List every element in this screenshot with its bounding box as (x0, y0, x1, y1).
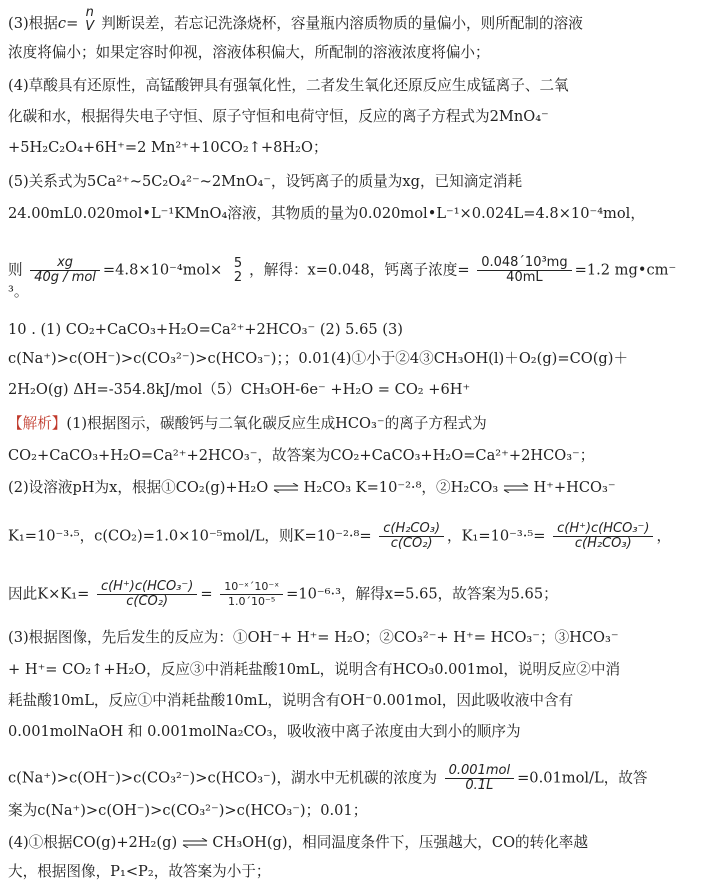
fraction-five-two (230, 257, 246, 285)
line-9: ³。 (8, 283, 29, 300)
fraction-mol (445, 764, 514, 793)
fraction-numerator: c(H⁺)c(HCO₃⁻) (557, 521, 650, 536)
line-20: 耗盐酸10mL，反应①中消耗盐酸10mL，说明含有OH⁻0.001mol，因此吸收液中含有 (8, 692, 574, 709)
fraction-mg (477, 256, 571, 285)
line-25: 大，根据图像，P₁<P₂，故答案为小于； (8, 863, 271, 880)
line-11: c(Na⁺)>c(OH⁻)>c(CO₃²⁻)>c(HCO₃⁻)；；0.01(4)①小于②4③CH₃OH(l)＋O₂(g)=CO(g)＋ (8, 350, 629, 367)
fraction-denominator: 2 (233, 269, 243, 285)
text: ，解得：x=0.048，钙离子浓度= (249, 261, 470, 279)
line-2: 浓度将偏小；如果定容时仰视，溶液体积偏大，所配制的溶液浓度将偏小； (8, 44, 490, 61)
fraction-denominator: 1.0´10⁻⁵ (220, 594, 283, 609)
line-15 (8, 478, 691, 498)
text: 因此K×K₁= (8, 585, 90, 603)
text: ，K₁=10⁻³·⁵= (447, 527, 546, 545)
line-13 (8, 414, 691, 434)
fraction-numerator: 0.048´10³mg (481, 255, 568, 270)
text: =10⁻⁶·³，解得x=5.65，故答案为5.65； (286, 585, 558, 603)
fraction-denominator: 40mL (477, 270, 571, 285)
text: =4.8×10⁻⁴mol× (102, 261, 223, 279)
fraction-numerator: c(H⁺)c(HCO₃⁻) (100, 579, 194, 594)
fraction-denominator: c(CO₂) (97, 594, 197, 609)
text: 判断误差，若忘记洗涤烧杯，容量瓶内溶质物质的量偏小，则所配制的溶液 (101, 15, 583, 32)
line-5: +5H₂C₂O₄+6H⁺=2 Mn²⁺+10CO₂↑+8H₂O； (8, 139, 328, 156)
line-22 (8, 764, 691, 793)
fraction-k (379, 522, 444, 551)
fraction-pow (220, 580, 283, 609)
text: CH₃OH(g)，相同温度条件下，压强越大，CO的转化率越 (212, 834, 588, 851)
fraction-denominator: c(H₂CO₃) (553, 536, 653, 551)
line-4: 化碳和水，根据得失电子守恒、原子守恒和电荷守恒，反应的离子方程式为2MnO₄⁻ (8, 108, 549, 125)
line-8 (8, 256, 691, 285)
text: (4)①根据CO(g)+2H₂(g) (8, 834, 178, 851)
text: = (200, 585, 213, 603)
line-14: CO₂+CaCO₃+H₂O=Ca²⁺+2HCO₃⁻，故答案为CO₂+CaCO₃+H₂O=Ca²⁺+2HCO₃⁻； (8, 447, 595, 464)
equilibrium-arrow-icon (182, 838, 208, 848)
analysis-label: 【解析】 (8, 415, 67, 432)
line-7: 24.00mL0.020mol•L⁻¹KMnO₄溶液，其物质的量为0.020mol•L⁻¹×0.024L=4.8×10⁻⁴mol， (8, 205, 645, 222)
text: (1)根据图示，碳酸钙与二氧化碳反应生成HCO₃⁻的离子方程式为 (66, 415, 487, 432)
text: =1.2 mg•cm⁻ (574, 261, 677, 279)
text: K₁=10⁻³·⁵，c(CO₂)=1.0×10⁻⁵mol/L，则K=10⁻²·⁸= (8, 527, 372, 545)
fraction-denominator: 0.1L (445, 778, 514, 793)
fraction-denominator: V (85, 19, 95, 34)
text: c(Na⁺)>c(OH⁻)>c(CO₃²⁻)>c(HCO₃⁻)，湖水中无机碳的浓度为 (8, 769, 437, 787)
line-23: 案为c(Na⁺)>c(OH⁻)>c(CO₃²⁻)>c(HCO₃⁻)；0.01； (8, 802, 368, 819)
line-1 (8, 5, 691, 38)
equilibrium-arrow-icon (503, 483, 529, 493)
line-24 (8, 833, 691, 853)
line-6: (5)关系式为5Ca²⁺~5C₂O₄²⁻~2MnO₄⁻，设钙离子的质量为xg，已知滴定消耗 (8, 173, 523, 190)
line-16 (8, 522, 691, 551)
fraction-numerator: 10⁻ˣ´10⁻ˣ (224, 580, 280, 593)
line-18: (3)根据图像，先后发生的反应为：①OH⁻+ H⁺= H₂O；②CO₃²⁻+ H⁺= HCO₃⁻；③HCO₃⁻ (8, 629, 619, 646)
line-17 (8, 580, 691, 609)
fraction-numerator: 0.001mol (448, 763, 511, 778)
text: =0.01mol/L，故答 (517, 769, 648, 787)
text: H⁺+HCO₃⁻ (533, 479, 616, 496)
fraction-numerator: 5 (233, 255, 243, 271)
line-12: 2H₂O(g) ΔH=-354.8kJ/mol（5）CH₃OH-6e⁻ +H₂O = CO₂ +6H⁺ (8, 381, 471, 398)
fraction-n-over-v (81, 6, 98, 34)
equilibrium-arrow-icon (273, 483, 299, 493)
line-3: (4)草酸具有还原性，高锰酸钾具有强氧化性，二者发生氧化还原反应生成锰离子、二氧 (8, 77, 569, 94)
text: H₂CO₃ K=10⁻²·⁸，②H₂CO₃ (303, 479, 499, 496)
text: 则 (8, 261, 23, 279)
fraction-kk (97, 580, 197, 609)
text: (3)根据c= (8, 15, 79, 32)
fraction-numerator: c(H₂CO₃) (383, 521, 441, 536)
line-21: 0.001molNaOH 和 0.001molNa₂CO₃，吸收液中离子浓度由大到小的顺序为 (8, 723, 521, 740)
line-19: + H⁺= CO₂↑+H₂O，反应③中消耗盐酸10mL，说明含有HCO₃0.001mol，说明反应②中消 (8, 661, 621, 678)
fraction-denominator: c(CO₂) (379, 536, 444, 551)
fraction-numerator: n (85, 5, 94, 20)
fraction-k1 (553, 522, 653, 551)
fraction-denominator: 40g / mol (30, 270, 100, 285)
text: ， (656, 527, 672, 545)
fraction-numerator: xg (57, 255, 74, 270)
text: (2)设溶液pH为x，根据①CO₂(g)+H₂O (8, 479, 269, 496)
line-10: 10 . (1) CO₂+CaCO₃+H₂O=Ca²⁺+2HCO₃⁻ (2) 5.65 (3) (8, 321, 403, 338)
fraction-xg (30, 256, 100, 285)
